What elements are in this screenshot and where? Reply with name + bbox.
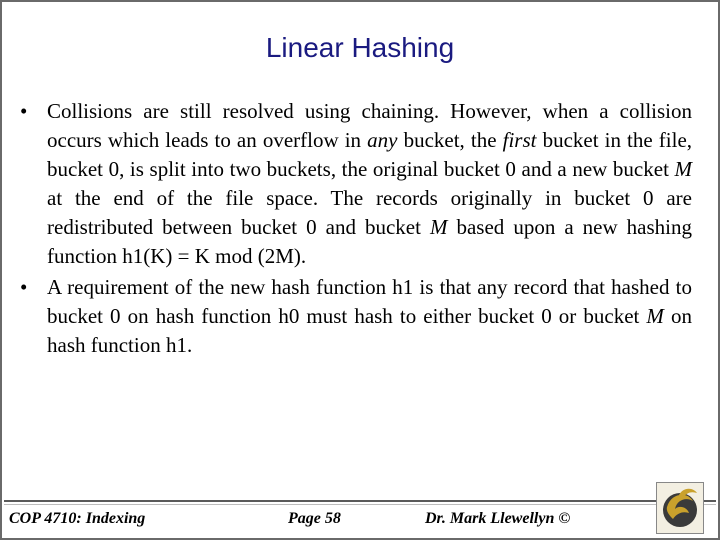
bullet-text-italic: M [429,215,448,239]
bullet-text: A requirement of the new hash function h1 is that any record that hashed to bucket 0 on hash function h0 must hash to either bucket 0 or bucket [47,275,692,328]
bullet-text-italic: M [674,157,692,181]
bullet-text: based upon a new hashing function h1(K) = K mod (2M). [47,215,692,268]
logo-graphic [657,483,703,533]
footer-page-number: Page 58 [288,510,341,527]
bullet-item [20,97,692,271]
bullet-text: bucket, the [397,128,503,152]
slide-title: Linear Hashing [265,32,455,63]
bullet-text: on hash function h1. [47,304,692,357]
ucf-pegasus-logo-icon [656,482,704,534]
bullet-text: Collisions are still resolved using chaining. However, when a collision occurs which leads to an overflow in [47,99,692,152]
footer-course: COP 4710: Indexing [9,510,146,527]
bullet-marker: • [20,99,28,123]
bullet-text-italic: first [502,128,537,152]
footer-divider [4,500,716,502]
bullet-text: bucket in the file, bucket 0, is split into two buckets, the original bucket 0 and a new bucket [47,128,693,181]
footer-author: Dr. Mark Llewellyn © [425,510,571,527]
bullet-text-italic: M [646,304,664,328]
bullet-item [20,273,692,360]
bullet-text: at the end of the file space. The records originally in bucket 0 are redistributed between bucket 0 and bucket [47,186,692,239]
footer-divider-shadow [4,504,716,505]
bullet-marker: • [20,275,28,299]
bullet-list [20,97,692,362]
bullet-text-italic: any [367,128,398,152]
